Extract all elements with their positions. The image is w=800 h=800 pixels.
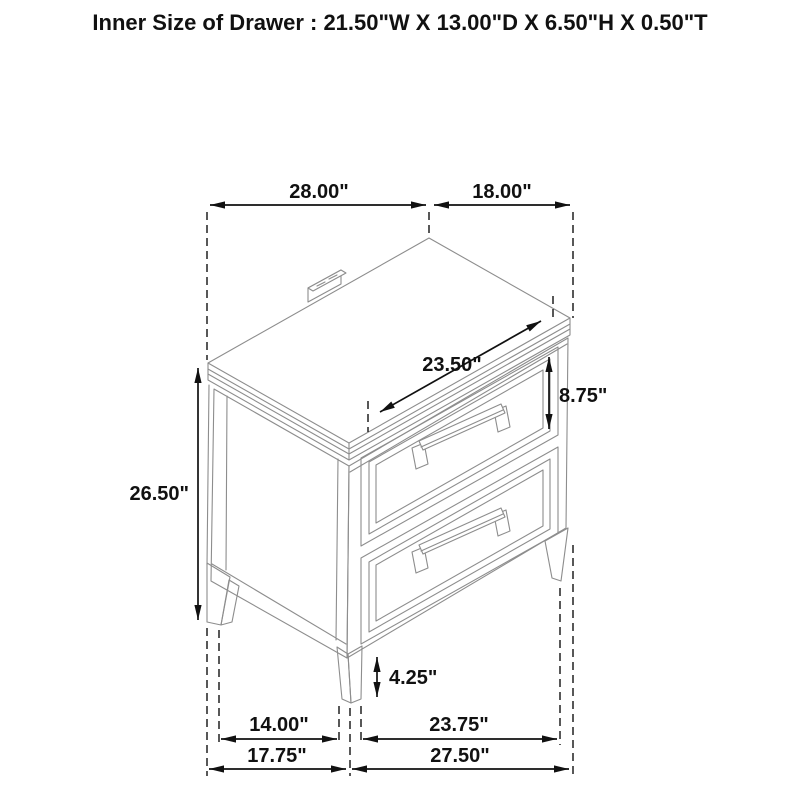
drawer-bottom-outer-frame	[361, 447, 558, 644]
dim-label-base-front-inner: 14.00"	[249, 714, 309, 736]
extension-lines	[207, 212, 573, 776]
dimension-base-front-inner	[221, 714, 337, 739]
dimension-base-side-outer	[352, 745, 569, 769]
drawer-bottom-inner-panel	[376, 470, 543, 621]
front-right-leg	[545, 528, 568, 581]
legs	[207, 528, 568, 703]
nightstand-drawing	[207, 238, 570, 703]
dim-label-base-front-outer: 17.75"	[247, 745, 307, 767]
dim-label-top-width: 28.00"	[289, 181, 349, 203]
drawer-top-handle-bar	[419, 404, 505, 450]
side-panel-details	[207, 385, 346, 644]
tabletop-edge-band	[208, 318, 570, 460]
dimension-overall-height	[129, 368, 198, 620]
dim-label-base-side-outer: 27.50"	[430, 745, 490, 767]
drawer-bottom-handle-bar	[419, 508, 505, 554]
front-left-leg-bracket	[221, 580, 239, 625]
dim-label-overall-height: 26.50"	[129, 483, 189, 505]
drawer-top	[361, 347, 558, 546]
front-center-leg-right-face	[348, 646, 362, 703]
drawer-bottom-mid-moulding	[369, 459, 550, 632]
drawer-bottom	[361, 447, 558, 644]
dim-label-leg-height: 4.25"	[389, 667, 438, 689]
dimension-base-front-outer	[209, 745, 346, 769]
dimension-top-side-depth	[434, 181, 570, 205]
outlet-box	[308, 270, 346, 302]
dimension-top-surface-width	[380, 321, 541, 412]
dimension-base-side-inner	[363, 714, 557, 739]
dimension-leg-height	[377, 657, 437, 697]
dim-label-base-side-inner: 23.75"	[429, 714, 489, 736]
tabletop-face	[208, 238, 570, 443]
dim-label-top-drawer-height: 8.75"	[559, 385, 608, 407]
dim-label-top-surface-width: 23.50"	[422, 354, 482, 376]
dimension-top-width	[210, 181, 426, 205]
page-title: Inner Size of Drawer : 21.50"W X 13.00"D X 6.50"H X 0.50"T	[92, 10, 708, 35]
dim-label-top-side-depth: 18.00"	[472, 181, 532, 203]
drawer-top-mid-moulding	[369, 359, 550, 534]
drawer-top-outer-frame	[361, 347, 558, 546]
side-panel	[211, 389, 349, 658]
drawer-top-inner-panel	[376, 370, 543, 523]
front-face	[347, 338, 568, 658]
